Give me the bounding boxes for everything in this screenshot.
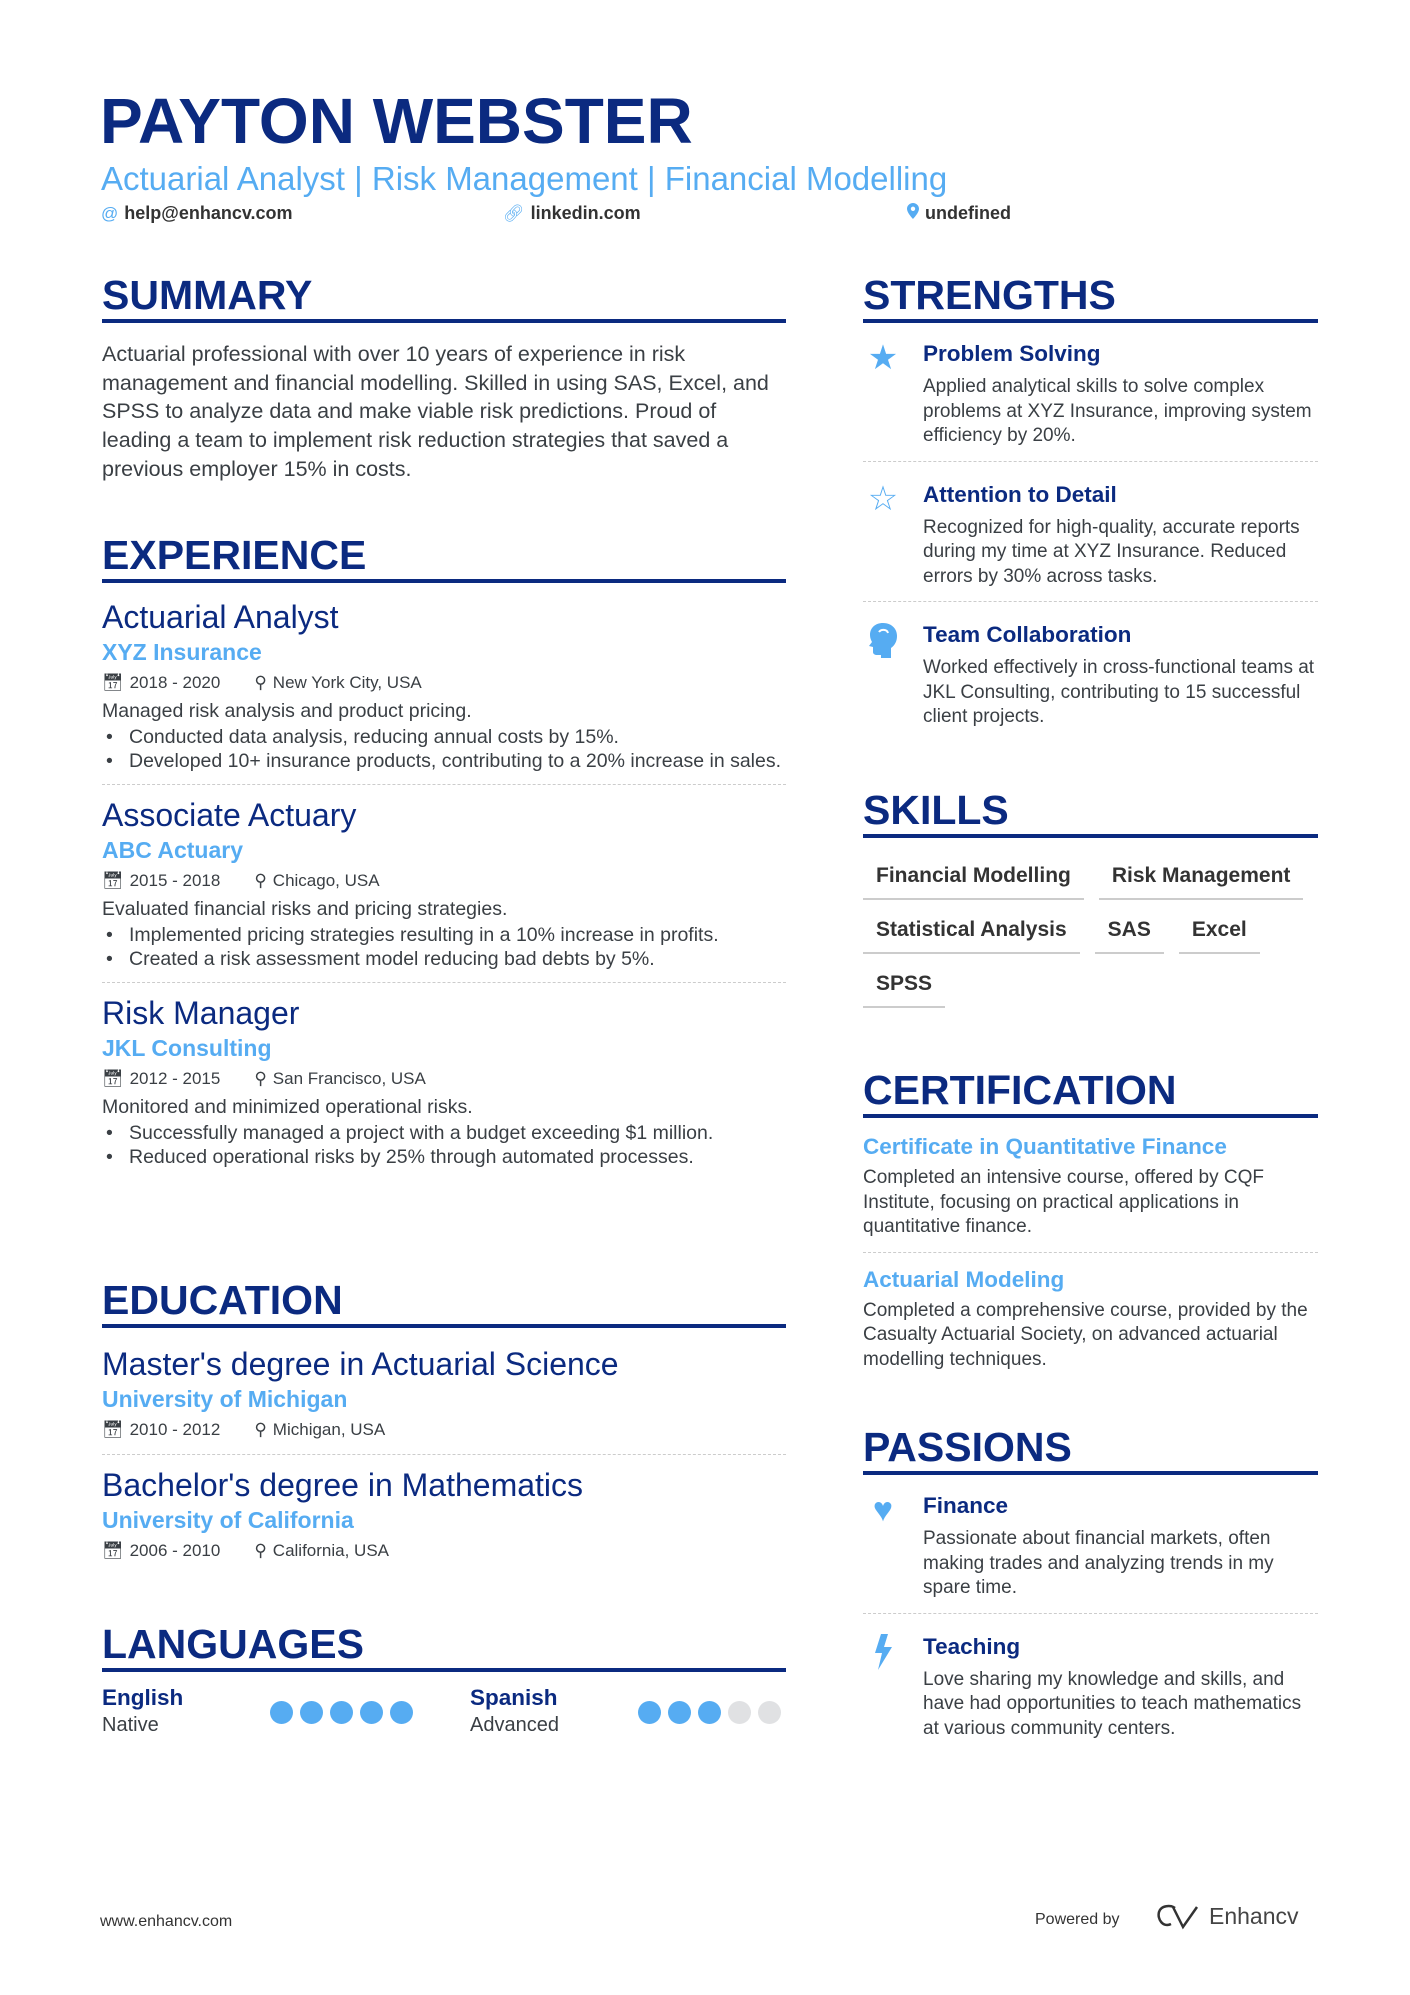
job-entry	[102, 993, 786, 1170]
section-heading: STRENGTHS	[863, 271, 1318, 323]
at-icon: @	[101, 203, 119, 223]
calendar-icon: 📅︎	[102, 1420, 124, 1439]
job-dates: 2012 - 2015	[129, 1068, 221, 1088]
job-entry	[102, 795, 786, 972]
certification-description: Completed an intensive course, offered by CQF Institute, focusing on practical applications in quantitative finance.	[863, 1167, 1264, 1237]
divider	[863, 461, 1318, 462]
candidate-headline: Actuarial Analyst | Risk Management | Financial Modelling	[101, 160, 948, 197]
skill-tag: Excel	[1179, 908, 1260, 954]
candidate-name: PAYTON WEBSTER	[100, 85, 693, 157]
job-location: San Francisco, USA	[272, 1068, 426, 1088]
degree: Master's degree in Actuarial Science	[102, 1346, 619, 1382]
section-heading: CERTIFICATION	[863, 1066, 1318, 1118]
skill-tag: Risk Management	[1099, 854, 1304, 900]
education-section	[102, 1276, 786, 1565]
education-entry	[102, 1344, 786, 1444]
section-heading: SKILLS	[863, 786, 1318, 838]
job-meta	[102, 1065, 786, 1093]
language-item	[470, 1684, 559, 1738]
section-heading: SUMMARY	[102, 271, 786, 323]
company-name: XYZ Insurance	[102, 639, 262, 665]
strength-item	[863, 480, 1318, 590]
experience-section	[102, 531, 786, 1169]
section-heading: PASSIONS	[863, 1423, 1318, 1475]
education-meta	[102, 1537, 786, 1565]
job-entry	[102, 597, 786, 774]
certification-item	[863, 1132, 1318, 1240]
divider	[863, 1613, 1318, 1614]
head-brain-icon	[865, 622, 901, 658]
section-heading: EXPERIENCE	[102, 531, 786, 583]
calendar-icon: 📅︎	[102, 870, 124, 890]
summary-section	[102, 271, 786, 484]
certification-description: Completed a comprehensive course, provided by the Casualty Actuarial Society, on advanced actuarial modelling techniques.	[863, 1299, 1308, 1370]
strength-description: Applied analytical skills to solve complex problems at XYZ Insurance, improving system efficiency by 20%.	[923, 376, 1312, 446]
certification-title: Actuarial Modeling	[863, 1266, 1065, 1292]
rating-dot-filled	[270, 1701, 293, 1724]
school: University of California	[102, 1507, 354, 1533]
job-meta	[102, 669, 786, 697]
passions-section	[863, 1423, 1318, 1741]
job-title: Risk Manager	[102, 994, 300, 1031]
job-bullet: • Reduced operational risks by 25% through automated processes.	[102, 1145, 786, 1169]
passion-description: Love sharing my knowledge and skills, and have had opportunities to teach mathematics at various community centers.	[923, 1668, 1302, 1739]
star-outline-icon: ☆	[867, 479, 899, 518]
skills-section	[863, 786, 1318, 1016]
job-description: Evaluated financial risks and pricing strategies.	[102, 897, 508, 920]
location-pin-icon: ⚲	[254, 1420, 267, 1439]
strength-description: Worked effectively in cross-functional teams at JKL Consulting, contributing to 15 successful client projects.	[923, 657, 1315, 727]
enhancv-logo-icon	[1155, 1904, 1201, 1930]
job-bullet: • Conducted data analysis, reducing annual costs by 15%.	[102, 725, 786, 749]
lightning-icon	[865, 1634, 901, 1670]
rating-dot-filled	[390, 1701, 413, 1724]
divider	[102, 982, 786, 983]
strength-title: Attention to Detail	[923, 481, 1117, 507]
skill-tag: SAS	[1095, 908, 1164, 954]
strength-item	[863, 339, 1318, 449]
linkedin-text: linkedin.com	[530, 203, 641, 223]
enhancv-logo[interactable]	[1155, 1903, 1299, 1930]
strengths-section	[863, 271, 1318, 730]
footer-powered-by: Powered by	[1035, 1911, 1120, 1928]
job-bullet: • Created a risk assessment model reducing bad debts by 5%.	[102, 947, 786, 971]
education-entry	[102, 1465, 786, 1565]
star-filled-icon: ★	[867, 339, 899, 377]
language-level: Native	[102, 1714, 159, 1736]
calendar-icon: 📅︎	[102, 1541, 124, 1560]
job-bullet: • Developed 10+ insurance products, contributing to a 20% increase in sales.	[102, 749, 786, 773]
job-meta	[102, 867, 786, 895]
job-dates: 2018 - 2020	[129, 673, 221, 692]
divider	[102, 1454, 786, 1455]
strength-title: Team Collaboration	[923, 622, 1132, 647]
rating-dot-filled	[330, 1701, 353, 1724]
job-location: New York City, USA	[272, 673, 422, 692]
rating-dot-filled	[638, 1701, 661, 1724]
rating-dot-filled	[668, 1701, 691, 1724]
job-location: Chicago, USA	[272, 870, 380, 890]
languages-section	[102, 1620, 786, 1672]
divider	[863, 1252, 1318, 1253]
section-heading: LANGUAGES	[102, 1620, 786, 1672]
rating-dot-empty	[758, 1701, 781, 1724]
language-level: Advanced	[470, 1714, 559, 1736]
job-description: Monitored and minimized operational risks.	[102, 1095, 473, 1118]
calendar-icon: 📅︎	[102, 673, 124, 692]
language-item	[102, 1684, 183, 1738]
passion-description: Passionate about financial markets, often making trades and analyzing trends in my spare time.	[923, 1528, 1274, 1598]
email-text: help@enhancv.com	[124, 203, 293, 223]
education-dates: 2010 - 2012	[129, 1420, 221, 1439]
education-dates: 2006 - 2010	[129, 1541, 221, 1560]
language-name: English	[102, 1685, 184, 1710]
language-rating	[270, 1701, 413, 1724]
job-description: Managed risk analysis and product pricing.	[102, 700, 472, 722]
company-name: ABC Actuary	[102, 836, 244, 863]
skill-tag: Statistical Analysis	[863, 908, 1080, 954]
contact-linkedin[interactable]	[503, 203, 641, 224]
job-dates: 2015 - 2018	[129, 870, 221, 890]
location-pin-icon: ⚲	[254, 1541, 267, 1560]
summary-text: Actuarial professional with over 10 years of experience in risk management and financial modelling. Skilled in using SAS, Excel, and SPSS to analyze data and make viable risk predictions. Proud of leading a team to implement risk reduction strategies that saved a previous employer 15% in costs.	[102, 342, 769, 481]
job-bullet: • Successfully managed a project with a budget exceeding $1 million.	[102, 1121, 786, 1145]
rating-dot-filled	[360, 1701, 383, 1724]
passion-item	[863, 1632, 1318, 1742]
divider	[102, 784, 786, 785]
education-meta	[102, 1416, 786, 1444]
certification-item	[863, 1265, 1318, 1373]
rating-dot-filled	[698, 1701, 721, 1724]
education-location: California, USA	[272, 1541, 390, 1560]
education-location: Michigan, USA	[272, 1420, 386, 1439]
language-name: Spanish	[470, 1685, 558, 1710]
rating-dot-filled	[300, 1701, 323, 1724]
passion-title: Teaching	[923, 1633, 1021, 1659]
degree: Bachelor's degree in Mathematics	[102, 1467, 584, 1503]
link-icon: 🔗︎	[503, 203, 525, 223]
skill-tag: SPSS	[863, 962, 945, 1008]
certification-section	[863, 1066, 1318, 1372]
brand-name: Enhancv	[1209, 1903, 1299, 1929]
divider	[863, 601, 1318, 602]
language-rating	[638, 1701, 781, 1724]
location-pin-icon	[907, 203, 919, 224]
location-pin-icon: ⚲	[254, 673, 267, 692]
company-name: JKL Consulting	[102, 1034, 272, 1061]
passion-title: Finance	[923, 1493, 1009, 1518]
passion-item	[863, 1491, 1318, 1601]
job-title: Associate Actuary	[102, 796, 357, 833]
strength-title: Problem Solving	[923, 341, 1101, 366]
section-heading: EDUCATION	[102, 1276, 786, 1328]
location-text: undefined	[925, 203, 1011, 223]
strength-description: Recognized for high-quality, accurate reports during my time at XYZ Insurance. Reduced errors by 30% across tasks.	[923, 516, 1300, 587]
rating-dot-empty	[728, 1701, 751, 1724]
footer-website[interactable]: www.enhancv.com	[100, 1913, 233, 1930]
skill-tag: Financial Modelling	[863, 854, 1084, 900]
school: University of Michigan	[102, 1386, 348, 1412]
contact-email[interactable]	[101, 203, 293, 224]
strength-item	[863, 620, 1318, 730]
job-bullet: • Implemented pricing strategies resulting in a 10% increase in profits.	[102, 923, 786, 947]
contact-location	[907, 203, 1011, 224]
heart-icon: ♥	[872, 1491, 894, 1529]
location-pin-icon: ⚲	[254, 1068, 267, 1088]
calendar-icon: 📅︎	[102, 1068, 124, 1088]
certification-title: Certificate in Quantitative Finance	[863, 1134, 1227, 1159]
location-pin-icon: ⚲	[254, 870, 267, 890]
job-title: Actuarial Analyst	[102, 599, 339, 635]
